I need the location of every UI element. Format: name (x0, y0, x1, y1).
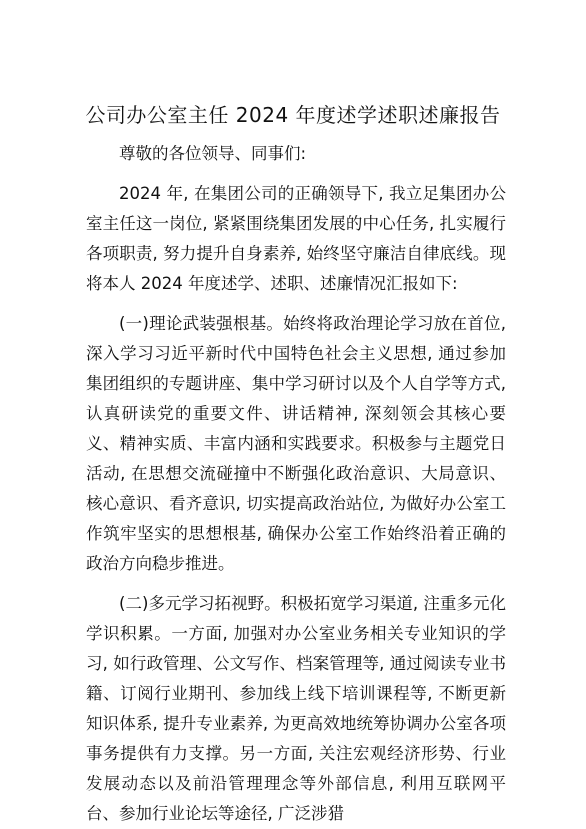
document-title: 公司办公室主任 2024 年度述学述职述廉报告 (85, 103, 501, 127)
paragraph-theory: (一)理论武装强根基。始终将政治理论学习放在首位, 深入学习习近平新时代中国特色社会主义思想, 通过参加集团组织的专题讲座、集中学习研讨以及个人自学等方式, 认真研读党的重要文件、讲话精神, 深刻领会其核心要义、精神实质、丰富内涵和实践要求。积极参与主题党日活动, 在思想交流碰撞中不断强化政治意识、大局意识、核心意识、看齐意识, 切实提高政治站位, 为做好办公室工作筑牢坚实的思想根基, 确保办公室工作始终沿着正确的政治方向稳步推进。 (86, 314, 506, 573)
document-body (86, 139, 506, 829)
paragraph-learning: (二)多元学习拓视野。积极拓宽学习渠道, 注重多元化学识积累。一方面, 加强对办公室业务相关专业知识的学习, 如行政管理、公文写作、档案管理等, 通过阅读专业书籍、订阅行业期刊、参加线上线下培训课程等, 不断更新知识体系, 提升专业素养, 为更高效地统筹协调办公室各项事务提供有力支撑。另一方面, 关注宏观经济形势、行业发展动态以及前沿管理理念等外部信息, 利用互联网平台、参加行业论坛等途径, 广泛涉猎 (86, 594, 506, 823)
paragraph-intro: 2024 年, 在集团公司的正确领导下, 我立足集团办公室主任这一岗位, 紧紧围绕集团发展的中心任务, 扎实履行各项职责, 努力提升自身素养, 始终坚守廉洁自律底线。现将本人 2024 年度述学、述职、述廉情况汇报如下: (86, 184, 506, 293)
salutation: 尊敬的各位领导、同事们: (119, 144, 307, 163)
